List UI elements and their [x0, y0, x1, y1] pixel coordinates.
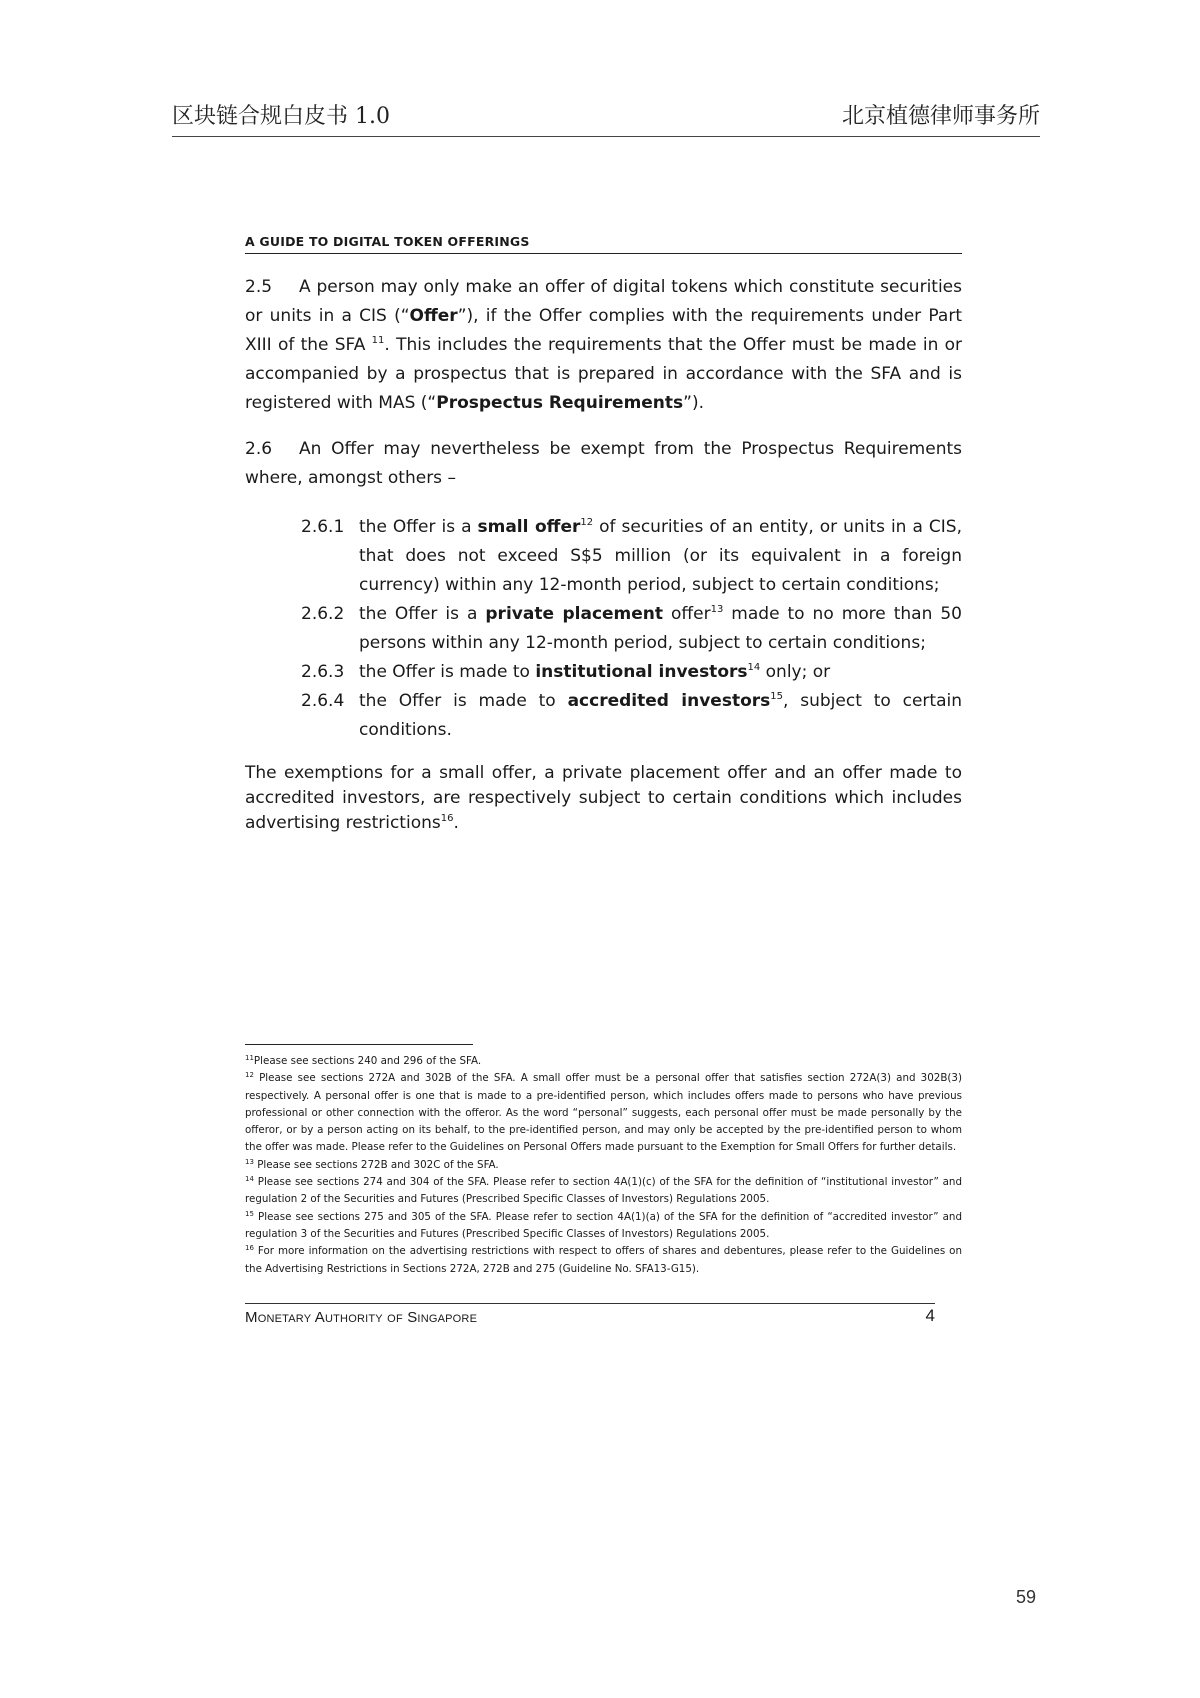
footnote-ref: 16 — [440, 813, 454, 824]
footnote-text: Please see sections 274 and 304 of the SFA. Please refer to section 4A(1)(c) of the SFA for the definition of “institutional investor” and regulation 2 of the Securities and Futures (Prescribed Specific Classes of Investors) Regulations 2005. — [245, 1176, 962, 1206]
footnote-number: 12 — [245, 1071, 254, 1080]
footnote-ref: 15 — [770, 691, 783, 702]
text-run: An Offer may nevertheless be exempt from the Prospectus Requirements where, amongst others – — [245, 439, 962, 488]
header-right-firm: 北京植德律师事务所 — [841, 104, 1040, 129]
text-run: The exemptions for a small offer, a private placement offer and an offer made to accredited investors, are respectively subject to certain conditions which includes advertising restrictions — [245, 763, 962, 833]
footnote-number: 13 — [245, 1157, 254, 1166]
sub-clause — [245, 600, 962, 658]
text-run: the Offer is made to — [359, 662, 536, 682]
footnote — [245, 1243, 962, 1278]
text-run: made to no more than 50 persons within any 12-month period, subject to certain conditions; — [359, 604, 962, 653]
sub-clause-number: 2.6.1 — [301, 517, 345, 537]
book-page-number: 59 — [1015, 1587, 1036, 1607]
footnote-text: Please see sections 240 and 296 of the SFA. — [253, 1055, 482, 1067]
text-run: the Offer is made to — [359, 691, 568, 711]
text-run: . This includes the requirements that the Offer must be made in or accompanied by a prospectus that is prepared in accordance with the SFA and is registered with MAS (“ — [245, 335, 962, 413]
sub-clause-list — [245, 513, 962, 745]
text-run: the Offer is a — [359, 604, 486, 624]
footnote — [245, 1157, 962, 1174]
term-bold: accredited investors — [567, 691, 771, 711]
text-run: ”). — [683, 393, 705, 413]
term-prospectus-requirements: Prospectus Requirements — [436, 393, 684, 413]
text-run: of securities of an entity, or units in a CIS, that does not exceed S$5 million (or its equivalent in a foreign currency) within any 12-month period, subject to certain conditions; — [359, 517, 962, 595]
footnote-text: For more information on the advertising restrictions with respect to offers of shares and debentures, please refer to the Guidelines on the Advertising Restrictions in Sections 272A, 272B and 275 (Guideline No. SFA13-G15). — [245, 1245, 962, 1275]
document-footer — [245, 1303, 935, 1332]
text-run: only; or — [760, 662, 831, 682]
footnote-number: 11 — [245, 1054, 254, 1062]
sub-clause — [245, 513, 962, 600]
term-bold: small offer — [477, 517, 581, 537]
footer-organization: Monetary Authority of Singapore — [245, 1309, 478, 1326]
text-run: offer — [663, 604, 711, 624]
term-bold: private placement — [485, 604, 664, 624]
footnote-ref: 14 — [747, 662, 761, 673]
footnote-number: 15 — [245, 1209, 254, 1218]
footnotes — [245, 1053, 962, 1278]
footnote-separator — [245, 1044, 473, 1045]
paragraph-2-6 — [245, 435, 962, 493]
sub-clause-number: 2.6.4 — [301, 691, 345, 711]
embedded-document — [245, 234, 962, 836]
paragraph-number: 2.5 — [245, 277, 273, 297]
footnote-ref: 12 — [580, 517, 594, 528]
text-run: . — [453, 813, 459, 833]
term-bold: institutional investors — [535, 662, 748, 682]
footnote-text: Please see sections 272A and 302B of the SFA. A small offer must be a personal offer that satisfies section 272A(3) and 302B(3) respectively. A personal offer is one that is made to a pre-identified person, which includes offers made to persons who have previous professional or other connection with the offeror. As the word “personal” suggests, each personal offer must be made personally by the offeror, or by a person acting on its behalf, to the pre-identified person, and may only be accepted by the pre-identified person to whom the offer was made. Please refer to the Guidelines on Personal Offers made pursuant to the Exemption for Small Offers for further details. — [245, 1072, 962, 1154]
footnote — [245, 1209, 962, 1244]
footnote-text: Please see sections 272B and 302C of the SFA. — [253, 1158, 499, 1171]
footnote-ref: 13 — [710, 604, 724, 615]
sub-clause — [245, 687, 962, 745]
sub-clause — [245, 658, 962, 687]
term-offer: Offer — [409, 306, 458, 326]
text-run: A person may only make an offer of digital tokens which constitute securities or units in a CIS (“ — [245, 277, 962, 326]
header-left-title: 区块链合规白皮书 1.0 — [172, 104, 390, 129]
text-run: the Offer is a — [359, 517, 478, 537]
exemptions-paragraph — [245, 761, 962, 836]
document-page-number: 4 — [925, 1306, 935, 1325]
footnote — [245, 1053, 962, 1070]
footnote-number: 16 — [245, 1244, 254, 1253]
sub-clause-number: 2.6.2 — [301, 604, 345, 624]
footnote — [245, 1070, 962, 1156]
text-run: , subject to certain conditions. — [359, 691, 963, 740]
footnote-ref: 11 — [371, 335, 385, 346]
footnote-number: 14 — [245, 1175, 254, 1184]
text-run: ”), if the Offer complies with the requirements under Part XIII of the SFA — [245, 306, 962, 355]
paragraph-2-5 — [245, 273, 962, 418]
document-title: A GUIDE TO DIGITAL TOKEN OFFERINGS — [245, 234, 962, 254]
sub-clause-number: 2.6.3 — [301, 662, 345, 682]
footnote-text: Please see sections 275 and 305 of the SFA. Please refer to section 4A(1)(a) of the SFA for the definition of “accredited investor” and regulation 3 of the Securities and Futures (Prescribed Specific Classes of Investors) Regulations 2005. — [245, 1210, 962, 1240]
paragraph-number: 2.6 — [245, 439, 273, 459]
footnote — [245, 1174, 962, 1209]
page-header — [172, 100, 1040, 137]
